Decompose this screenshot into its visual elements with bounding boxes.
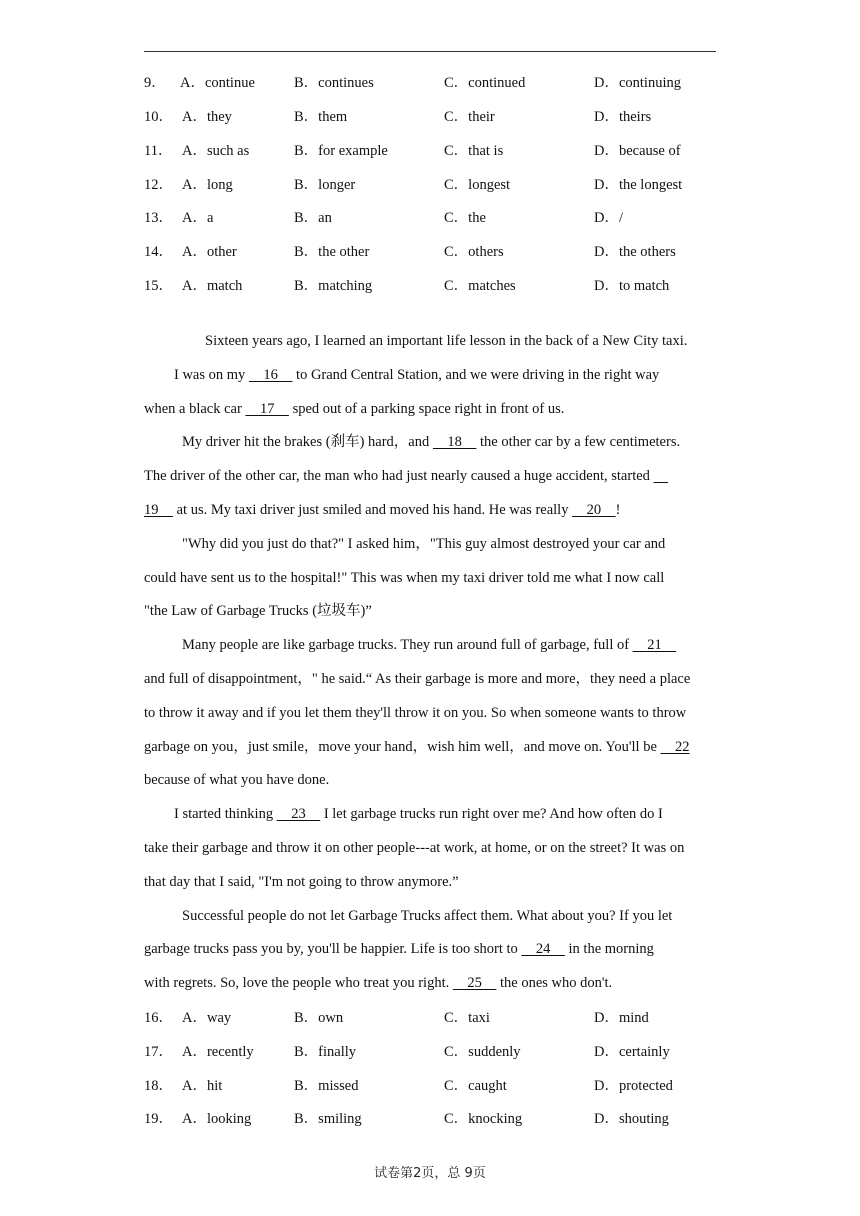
blank-20: 20: [572, 501, 616, 518]
blank-25: 25: [452, 975, 497, 992]
option-b: B．own: [294, 1010, 344, 1026]
option-d: D．theirs: [594, 109, 652, 125]
question-number: 16．: [144, 1010, 173, 1026]
blank-18: 18: [432, 434, 477, 451]
option-d: D．because of: [594, 143, 681, 159]
passage-line: 19 at us. My taxi driver just smiled and moved his hand. He was really 20 !: [144, 501, 621, 518]
option-a: A．other: [182, 244, 237, 260]
option-d: D．protected: [594, 1078, 673, 1094]
question-18-options: [144, 1076, 720, 1096]
option-d: D．the others: [594, 244, 676, 260]
passage-line: take their garbage and throw it on other people---at work, at home, or on the street? It was on: [144, 839, 685, 856]
passage-line: could have sent us to the hospital!" This was when my taxi driver told me what I now call: [144, 569, 665, 586]
option-c: C．continued: [444, 75, 526, 91]
question-14-options: [144, 242, 720, 262]
option-d: D．mind: [594, 1010, 649, 1026]
option-c: C．longest: [444, 177, 511, 193]
question-19-options: [144, 1109, 720, 1129]
question-number: 18．: [144, 1078, 173, 1094]
option-d: D．continuing: [594, 75, 681, 91]
passage-line: "Why did you just do that?" I asked him，"This guy almost destroyed your car and: [182, 535, 666, 552]
passage-line: I started thinking 23 I let garbage trucks run right over me? And how often do I: [174, 806, 663, 823]
cloze-passage: [144, 325, 722, 1001]
blank-16: 16: [248, 366, 293, 383]
passage-line: "the Law of Garbage Trucks (垃圾车)”: [144, 603, 372, 620]
question-9-options: [144, 73, 720, 93]
option-b: B．for example: [294, 143, 388, 159]
question-number: 12．: [144, 177, 173, 193]
passage-line: that day that I said, "I'm not going to throw anymore.”: [144, 873, 459, 890]
option-c: C．the: [444, 210, 486, 226]
option-b: B．an: [294, 210, 332, 226]
passage-line: The driver of the other car, the man who had just nearly caused a huge accident, started: [144, 460, 722, 494]
header-rule: [144, 51, 716, 52]
option-c: C．knocking: [444, 1111, 523, 1127]
option-c: C．taxi: [444, 1010, 490, 1026]
passage-line: garbage on you，just smile，move your hand，wish him well，and move on. You'll be 22: [144, 738, 690, 755]
option-d: D．/: [594, 210, 623, 226]
blank-19-start: [654, 468, 669, 484]
option-d: D．the longest: [594, 177, 683, 193]
option-b: B．matching: [294, 278, 373, 294]
option-b: B．smiling: [294, 1111, 362, 1127]
blank-23: 23: [276, 806, 321, 823]
question-number: 11．: [144, 143, 173, 159]
question-number: 13．: [144, 210, 173, 226]
option-d: D．shouting: [594, 1111, 669, 1127]
option-b: B．the other: [294, 244, 370, 260]
passage-line: with regrets. So, love the people who treat you right. 25 the ones who don't.: [144, 975, 613, 992]
question-10-options: [144, 107, 720, 127]
question-13-options: [144, 208, 720, 228]
blank-24: 24: [521, 941, 565, 958]
option-a: A．continue: [180, 75, 255, 91]
passage-line: I was on my 16 to Grand Central Station, and we were driving in the right way: [174, 366, 660, 383]
page-footer: 试卷第2页，总 9页: [374, 1166, 486, 1181]
option-d: D．certainly: [594, 1044, 670, 1060]
passage-line: when a black car 17 sped out of a parking space right in front of us.: [144, 400, 565, 417]
question-number: 17．: [144, 1044, 173, 1060]
passage-line: garbage trucks pass you by, you'll be happier. Life is too short to 24 in the morning: [144, 941, 654, 958]
question-number: 15．: [144, 278, 173, 294]
question-17-options: [144, 1042, 720, 1062]
option-b: B．missed: [294, 1078, 359, 1094]
question-number: 9．: [144, 75, 166, 91]
question-15-options: [144, 276, 720, 296]
passage-line: My driver hit the brakes (刹车) hard，and 18 the other car by a few centimeters.: [182, 434, 681, 451]
passage-line: Many people are like garbage trucks. They run around full of garbage, full of 21: [182, 637, 677, 654]
question-11-options: [144, 141, 720, 161]
option-d: D．to match: [594, 278, 670, 294]
blank-22: 22: [660, 738, 690, 755]
passage-line: to throw it away and if you let them they'll throw it on you. So when someone wants to throw: [144, 704, 687, 721]
option-a: A．they: [182, 109, 232, 125]
option-a: A．hit: [182, 1078, 223, 1094]
passage-line: and full of disappointment，" he said.“ As their garbage is more and more，they need a place: [144, 670, 691, 687]
option-b: B．finally: [294, 1044, 357, 1060]
option-a: A．match: [182, 278, 243, 294]
option-a: A．looking: [182, 1111, 252, 1127]
passage-line: because of what you have done.: [144, 772, 330, 789]
option-a: A．way: [182, 1010, 232, 1026]
option-b: B．them: [294, 109, 348, 125]
blank-17: 17: [245, 400, 289, 417]
blank-21: 21: [632, 637, 677, 654]
option-a: A．such as: [182, 143, 250, 159]
option-c: C．matches: [444, 278, 516, 294]
question-number: 10．: [144, 109, 173, 125]
question-12-options: [144, 175, 720, 195]
option-b: B．continues: [294, 75, 374, 91]
option-c: C．that is: [444, 143, 504, 159]
passage-line: Successful people do not let Garbage Trucks affect them. What about you? If you let: [182, 907, 673, 924]
option-c: C．their: [444, 109, 495, 125]
option-c: C．caught: [444, 1078, 507, 1094]
option-a: A．a: [182, 210, 214, 226]
question-16-options: [144, 1008, 720, 1028]
question-number: 19．: [144, 1111, 173, 1127]
option-c: C．others: [444, 244, 504, 260]
question-number: 14．: [144, 244, 173, 260]
passage-line: Sixteen years ago, I learned an important life lesson in the back of a New City taxi.: [205, 333, 688, 349]
option-a: A．long: [182, 177, 233, 193]
option-c: C．suddenly: [444, 1044, 521, 1060]
option-b: B．longer: [294, 177, 356, 193]
option-a: A．recently: [182, 1044, 254, 1060]
blank-19: 19: [144, 501, 173, 518]
